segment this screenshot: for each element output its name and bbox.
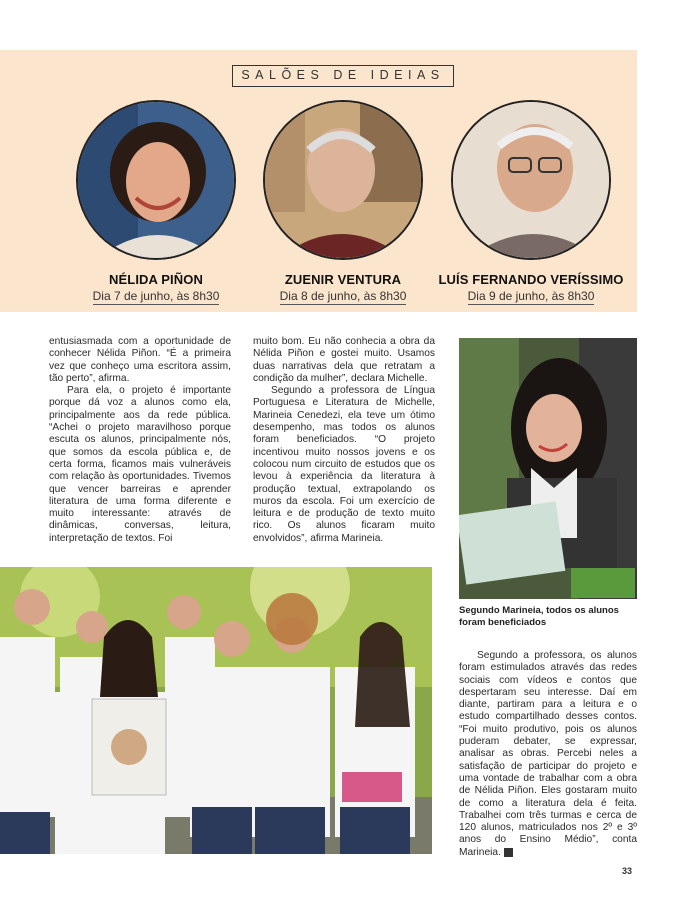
speaker-card-1 xyxy=(61,100,251,305)
speaker-card-2 xyxy=(248,100,438,305)
article-column-2 xyxy=(253,336,435,545)
paragraph: Para ela, o projeto é importante porque dá voz a alunos como ela, principalmente aos da rede pública. “Achei o projeto maravilhoso porque escuta os alunos, principalmente nós, que somos da escola pública e, de certa forma, ficamos mais vulneráveis com relação às oportunidades. Tivemos que vencer barreiras e aprender literatura de uma forma diferente e muito interessante: através de dinâmicas, conversas, leitura, interpretação de textos. Foi xyxy=(49,385,231,544)
speaker-date: Dia 9 de junho, às 8h30 xyxy=(467,289,595,303)
paragraph: Segundo a professora de Língua Portuguesa e Literatura de Michelle, Marineia Cenedezi, ela teve um ótimo desempenho, mas todos os alunos foram beneficiados. “O projeto incentivou muito nossos jovens e os colocou num circuito de estudos que os levou à experiência da literatura à produção textual, extrapolando os muros da escola. Foi um exercício de leitura e de produção de texto muito rico. Os alunos ficaram muito envolvidos”, afirma Marineia. xyxy=(253,385,435,544)
paragraph xyxy=(459,650,637,859)
article-column-3 xyxy=(459,650,637,859)
paragraph: muito bom. Eu não conhecia a obra da Nélida Piñon e gostei muito. Usamos duas narrativas dela que retratam a condição da mulher”, declara Michelle. xyxy=(253,336,435,384)
speaker-name: LUÍS FERNANDO VERÍSSIMO xyxy=(438,272,624,287)
speaker-portrait xyxy=(451,100,611,260)
speaker-card-3 xyxy=(436,100,626,305)
speaker-portrait xyxy=(76,100,236,260)
speaker-name: ZUENIR VENTURA xyxy=(284,272,402,287)
end-mark-icon xyxy=(504,848,513,857)
speaker-name: NÉLIDA PIÑON xyxy=(109,272,203,287)
page-number: 33 xyxy=(622,866,633,876)
speaker-portrait xyxy=(263,100,423,260)
speaker-date: Dia 7 de junho, às 8h30 xyxy=(92,289,220,303)
photo-caption: Segundo Marineia, todos os alunos foram beneficiados xyxy=(459,605,619,628)
speaker-date: Dia 8 de junho, às 8h30 xyxy=(279,289,407,303)
paragraph: entusiasmada com a oportunidade de conhecer Nélida Piñon. “É a primeira vez que conheço uma escritora assim, tão perto”, afirma. xyxy=(49,336,231,384)
section-title: SALÕES DE IDEIAS xyxy=(232,65,454,87)
students-group-photo xyxy=(0,567,432,854)
article-column-1 xyxy=(49,336,231,545)
paragraph-text: Segundo a professora, os alunos foram estimulados através das redes sociais com vídeos e contos que despertaram seu interesse. Daí em diante, partiram para a leitura e o estudo compartilhado desses contos. “Foi muito produtivo, pois os alunos puderam debater, se expressar, analisar as obras. Percebi neles a satisfação de participar do projeto e uma vontade de trabalhar com a obra de Nélida Piñon. Eles gostaram muito de como a literatura dela é feita. Trabalhei com três turmas e cerca de 120 alunos, matriculados nos 2º e 3º anos do Ensino Médio”, conta Marineia. xyxy=(459,650,637,858)
teacher-photo xyxy=(459,338,637,599)
